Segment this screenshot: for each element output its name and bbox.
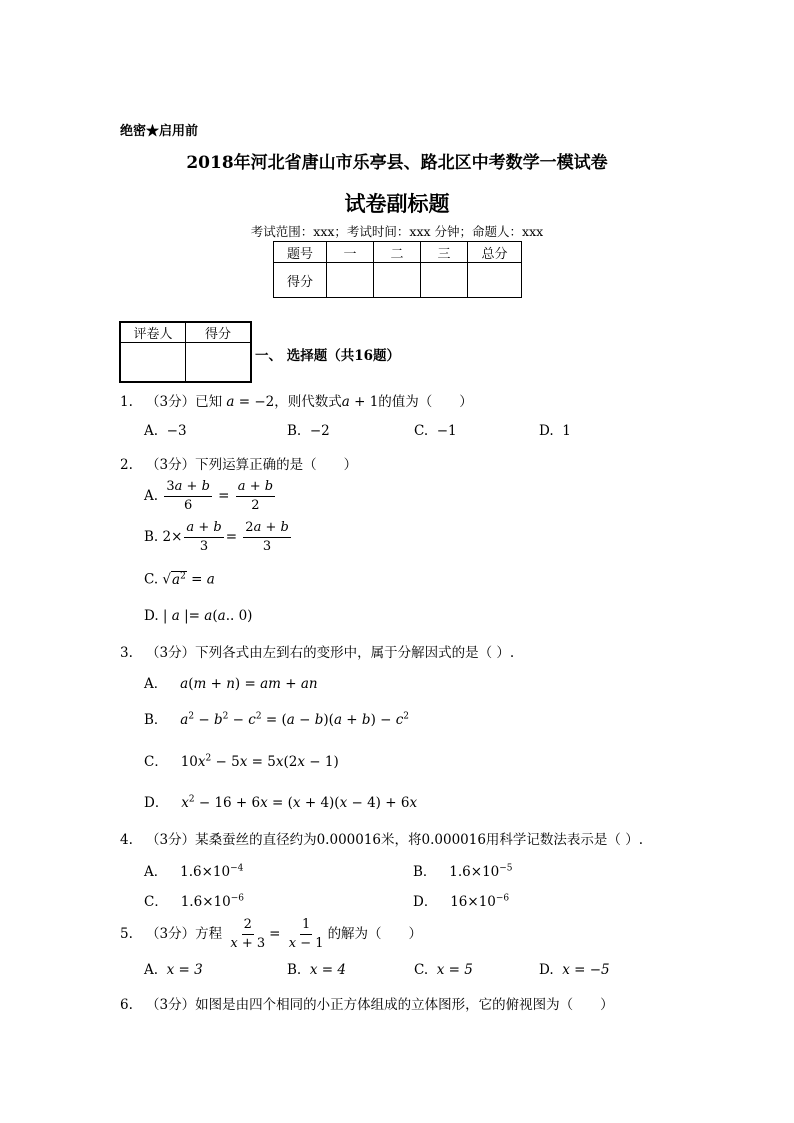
- section-heading: 一、 选择题（共16题）: [255, 348, 400, 364]
- option-4c[interactable]: C． $1.6\times 10^{-6}$: [144, 893, 244, 910]
- formula: a: [222, 394, 235, 410]
- option-2c[interactable]: C. $√a^2 = a$: [144, 571, 215, 588]
- option-3b[interactable]: B． $a^2 - b^2 - c^2 = (a - b)(a + b) - c^2$: [144, 711, 410, 728]
- question-number: 4.: [120, 832, 133, 848]
- score-header-cell: 总分: [468, 242, 522, 263]
- question-1: 1. （3分）已知 a = −2，则代数式a + 1的值为（ ）: [120, 394, 473, 410]
- option-3c[interactable]: C． $10x^2 - 5x = 5x(2x - 1)$: [144, 753, 339, 770]
- grader-cell[interactable]: [186, 343, 252, 383]
- question-number: 1.: [120, 394, 133, 410]
- question-5: 5. （3分）方程 $\frac{2}{x + 3}$ = $\frac{1}{x - 1}$ 的解为（ ）: [120, 917, 423, 951]
- question-points: （3分）: [146, 997, 196, 1013]
- option-1d[interactable]: D. 1: [539, 423, 571, 439]
- score-header-cell: 二: [374, 242, 421, 263]
- option-2a[interactable]: A. $\frac{3a + b}{6}$ = $\frac{a + b}{2}$: [144, 479, 274, 513]
- option-5a[interactable]: A. x = 3: [144, 962, 203, 978]
- option-4b[interactable]: B． $1.6\times 10^{-5}$: [413, 863, 513, 880]
- question-points: （3分）: [146, 645, 196, 661]
- exam-subtitle: 试卷副标题: [344, 191, 450, 216]
- grader-header-cell: 得分: [186, 322, 252, 343]
- score-header-cell: 一: [327, 242, 374, 263]
- score-header-cell: 题号: [274, 242, 327, 263]
- question-2: 2. （3分）下列运算正确的是（ ）: [120, 457, 358, 473]
- option-2b[interactable]: B. 2× $\frac{a + b}{3}$ = $\frac{2a + b}{3}$: [144, 520, 289, 554]
- score-cell[interactable]: [421, 263, 468, 298]
- option-5b[interactable]: B. x = 4: [287, 962, 346, 978]
- option-5c[interactable]: C. x = 5: [414, 962, 473, 978]
- grader-header-cell: 评卷人: [120, 322, 186, 343]
- grader-table: [119, 321, 252, 383]
- score-table: [273, 241, 522, 298]
- option-1a[interactable]: A. −3: [144, 423, 187, 439]
- option-2d[interactable]: D. | a |= a(a.. 0): [144, 608, 253, 624]
- question-points: （3分）: [146, 394, 196, 410]
- option-5d[interactable]: D. x = −5: [539, 962, 610, 978]
- option-4d[interactable]: D． $16\times 10^{-6}$: [413, 893, 510, 910]
- question-4: 4. （3分）某桑蚕丝的直径约为0.000016米，将0.000016用科学记数法表示是（ ）.: [120, 832, 644, 848]
- question-number: 2.: [120, 457, 133, 473]
- score-row-label: 得分: [274, 263, 327, 298]
- confidential-mark: 绝密★启用前: [120, 124, 199, 139]
- exam-title: 2018年河北省唐山市乐亭县、路北区中考数学一模试卷: [186, 153, 608, 173]
- option-3d[interactable]: D． $x^2 - 16 + 6x = (x + 4)(x - 4) + 6x$: [144, 794, 418, 811]
- question-3: 3. （3分）下列各式由左到右的变形中，属于分解因式的是（ ）.: [120, 645, 515, 661]
- question-points: （3分）: [146, 457, 196, 473]
- exam-info: 考试范围：xxx；考试时间：xxx 分钟；命题人：xxx: [250, 224, 544, 239]
- score-cell[interactable]: [327, 263, 374, 298]
- question-points: （3分）: [146, 832, 196, 848]
- question-number: 3.: [120, 645, 133, 661]
- grader-cell[interactable]: [120, 343, 186, 383]
- question-number: 6.: [120, 997, 133, 1013]
- option-4a[interactable]: A． $1.6\times 10^{-4}$: [144, 863, 244, 880]
- score-cell[interactable]: [468, 263, 522, 298]
- option-1b[interactable]: B. −2: [287, 423, 330, 439]
- score-cell[interactable]: [374, 263, 421, 298]
- option-1c[interactable]: C. −1: [414, 423, 457, 439]
- question-points: （3分）: [146, 926, 196, 942]
- question-number: 5.: [120, 926, 133, 942]
- question-6: 6. （3分）如图是由四个相同的小正方体组成的立体图形，它的俯视图为（ ）: [120, 997, 614, 1013]
- option-3a[interactable]: A． a(m + n) = am + an: [144, 676, 318, 692]
- score-header-cell: 三: [421, 242, 468, 263]
